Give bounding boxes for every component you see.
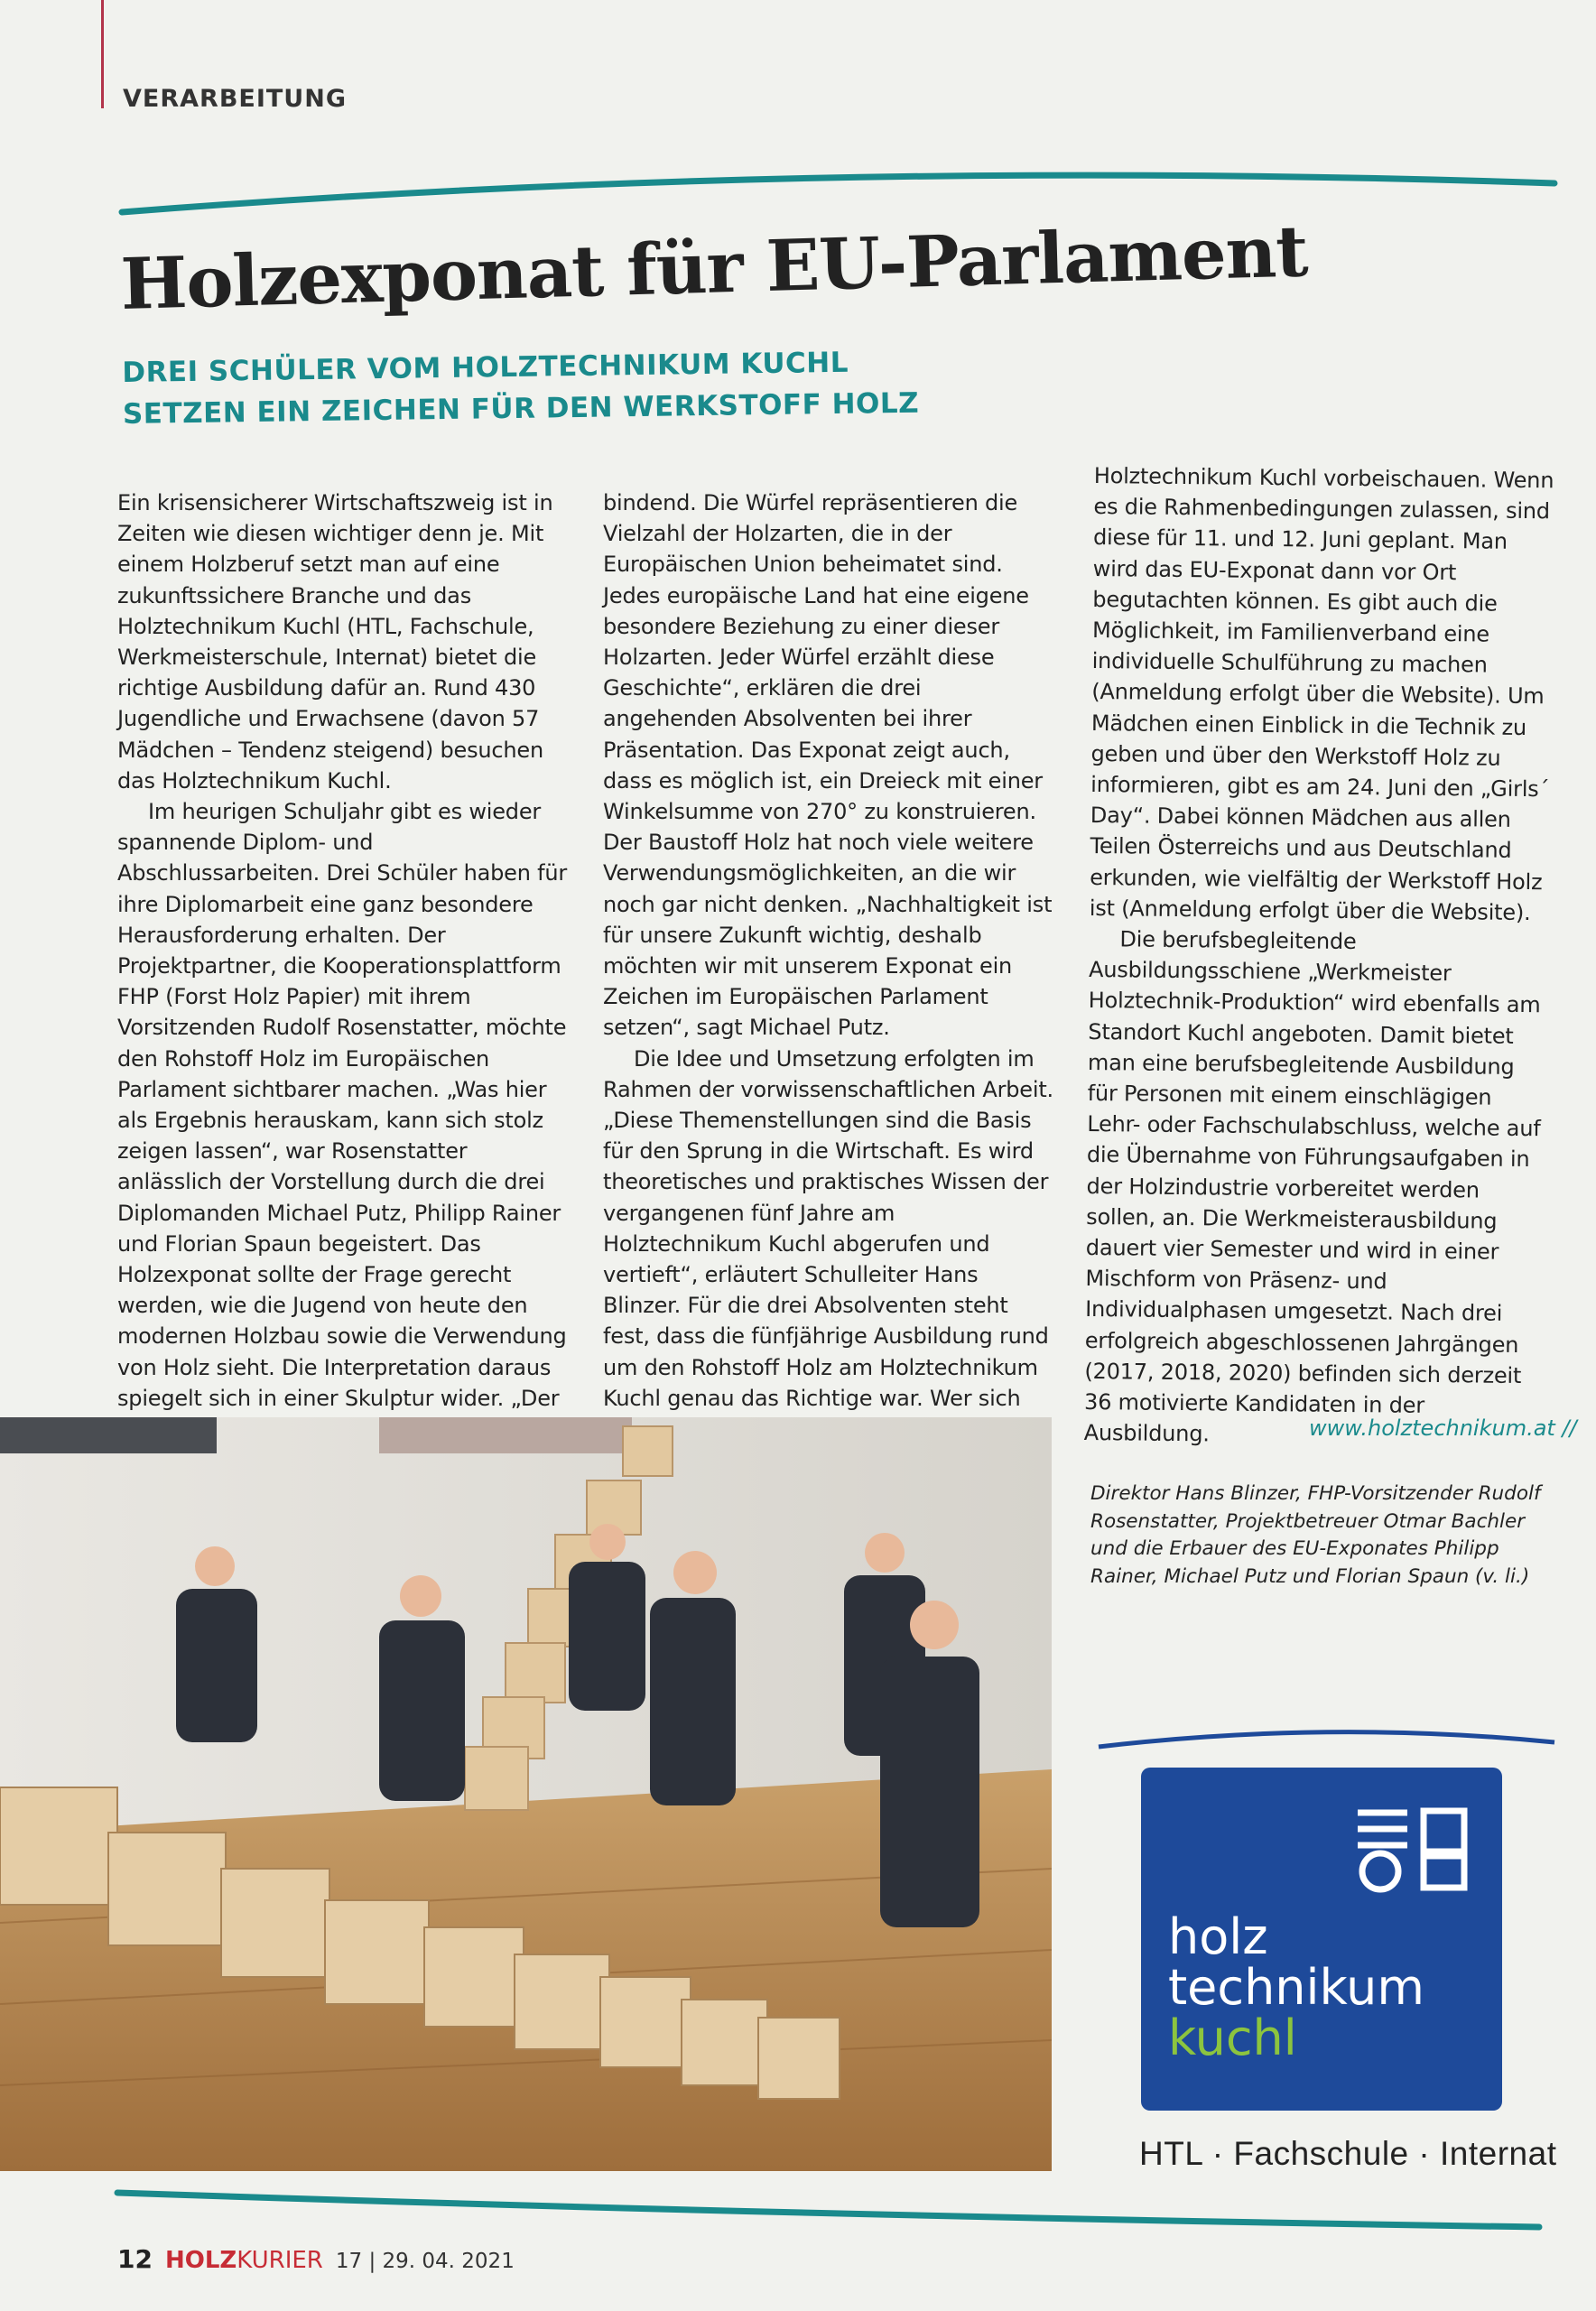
logo-rule [1094, 1720, 1564, 1756]
subtitle-line-2: SETZEN EIN ZEICHEN FÜR DEN WERKSTOFF HOLZ [122, 386, 920, 431]
bottom-teal-rule [0, 2180, 1596, 2234]
paragraph: Ein krisensicherer Wirtschaftszweig ist in Zeiten wie diesen wichtiger denn je. Mit einem Holzberuf setzt man auf eine zukunftssichere Branche und das Holztechnikum Kuchl (HTL, Fachschule, Werkmeisterschule, Internat) bietet die richtige Ausbildung dafür an. Rund 430 Jugendliche und Erwachsene (davon 57 Mädchen – Tendenz steigend) besuchen das Holztechnikum Kuchl. [117, 490, 553, 794]
paragraph: Im heurigen Schuljahr gibt es wieder spannende Diplom- und Abschlussarbeiten. Drei Schüler haben für ihre Diplomarbeit eine ganz besondere Herausforderung erhalten. Der Projektpartner, die Kooperationsplattform FHP (Forst Holz Papier) mit ihrem Vorsitzenden Rudolf Rosenstatter, möchte den Rohstoff Holz im Europäischen Parlament sichtbarer machen. „Was hier als Ergebnis herauskam, kann sich stolz zeigen lassen“, war Rosenstatter anlässlich der Vorstellung durch die drei Diplomanden Michael Putz, Philipp Rainer und Florian Spaun begeistert. Das Holzexponat sollte der Frage gerecht werden, wie die Jugend von heute den modernen Holzbau sowie die Verwendung von Holz sieht. Die Interpretation daraus spiegelt sich in einer Skulptur wider. „Der [117, 799, 568, 1411]
logo-line-kuchl: kuchl [1168, 2009, 1297, 2066]
photo-illustration [0, 1417, 1052, 2171]
logo-line-holz: holz [1168, 1908, 1268, 1965]
paragraph: Die Idee und Umsetzung erfolgten im Rahmen der vorwissenschaftlichen Arbeit. „Diese Themenstellungen sind die Basis für den Sprung in die Wirtschaft. Es wird theoretisches und praktisches Wissen der vergangenen fünf Jahre am Holztechnikum Kuchl abgerufen und vertieft“, erläutert Schulleiter Hans Blinzer. Für die drei Absolventen steht fest, dass die fünfjährige Ausbildung rund um den Rohstoff Holz am Holztechnikum Kuchl genau das Richtige war. Wer sich [603, 1045, 1053, 1411]
page-edge-mark [101, 0, 104, 108]
logo-wordmark [1168, 1908, 1424, 2066]
page-number: 12 [117, 2244, 153, 2274]
logo-tagline: HTL · Fachschule · Internat [1139, 2135, 1557, 2172]
text-column-1 [117, 487, 569, 1507]
subtitle-line-1: DREI SCHÜLER VOM HOLZTECHNIKUM KUCHL [122, 346, 849, 389]
photo-caption: Direktor Hans Blinzer, FHP-Vorsitzender Rudolf Rosenstatter, Projektbetreuer Otmar Bachler und die Erbauer des EU-Exponates Philipp Rainer, Michael Putz und Florian Spaun (v. li.) [1090, 1482, 1541, 1588]
magazine-name [165, 2247, 323, 2274]
article-subtitle [122, 341, 919, 435]
logo-line-technikum: technikum [1168, 1959, 1424, 2016]
paragraph: Die berufsbegleitende Ausbildungsschiene „Werkmeister Holztechnik-Produktion“ wird ebenfalls am Standort Kuchl angeboten. Damit bietet man eine berufsbegleitende Ausbildung für Personen mit einem einschlägigen Lehr- oder Fachschulabschluss, welche auf die Übernahme von Führungsaufgaben in der Holzindustrie vorbereitet werden sollen, an. Die Werkmeisterausbildung dauert vier Semester und wird in einer Mischform von Präsenz- und Individualphasen umgesetzt. Nach drei erfolgreich abgeschlossenen Jahrgängen (2017, 2018, 2020) befinden sich derzeit 36 motivierte Kandidaten in der Ausbildung. [1083, 926, 1541, 1447]
website-link[interactable]: www.holztechnikum.at // [1309, 1415, 1577, 1441]
article-title: Holzexponat für EU-Parlament [119, 210, 1309, 326]
text-column-2 [603, 487, 1054, 1507]
school-logo [1141, 1768, 1502, 2111]
article-photo [0, 1417, 1052, 2171]
magazine-name-thin: KURIER [237, 2247, 323, 2274]
paragraph: bindend. Die Würfel repräsentieren die Vielzahl der Holzarten, die in der Europäischen Union beheimatet sind. Jedes europäische Land hat eine eigene besondere Beziehung zu einer dieser Holzarten. Jeder Würfel erzählt diese Geschichte“, erklären die drei angehenden Absolventen bei ihrer Präsentation. Das Exponat zeigt auch, dass es möglich ist, ein Dreieck mit einer Winkelsumme von 270° zu konstruieren. Der Baustoff Holz hat noch viele weitere Verwendungsmöglichkeiten, an die wir noch gar nicht denken. „Nachhaltigkeit ist für unsere Zukunft wichtig, deshalb möchten wir mit unserem Exponat ein Zeichen im Europäischen Parlament setzen“, sagt Michael Putz. [603, 490, 1053, 1041]
paragraph: Holztechnikum Kuchl vorbeischauen. Wenn es die Rahmenbedingungen zulassen, sind diese für 11. und 12. Juni geplant. Man wird das EU-Exponat dann vor Ort begutachten können. Es gibt auch die Möglichkeit, im Familienverband eine individuelle Schulführung zu machen (Anmeldung erfolgt über die Website). Um Mädchen einen Einblick in die Technik zu geben und über den Werkstoff Holz zu informieren, gibt es am 24. Juni den „Girls´ Day“. Dabei können Mädchen aus allen Teilen Österreichs und aus Deutschland erkunden, wie vielfältig der Werkstoff Holz ist (Anmeldung erfolgt über die Website). [1089, 462, 1554, 925]
text-column-3 [1084, 460, 1554, 1453]
page-footer [117, 2244, 515, 2274]
magazine-name-bold: HOLZ [164, 2247, 237, 2274]
issue-info: 17 | 29. 04. 2021 [335, 2250, 515, 2273]
top-teal-rule [0, 158, 1596, 230]
logo-mark-icon [1353, 1804, 1471, 1894]
section-label: VERARBEITUNG [123, 85, 347, 113]
